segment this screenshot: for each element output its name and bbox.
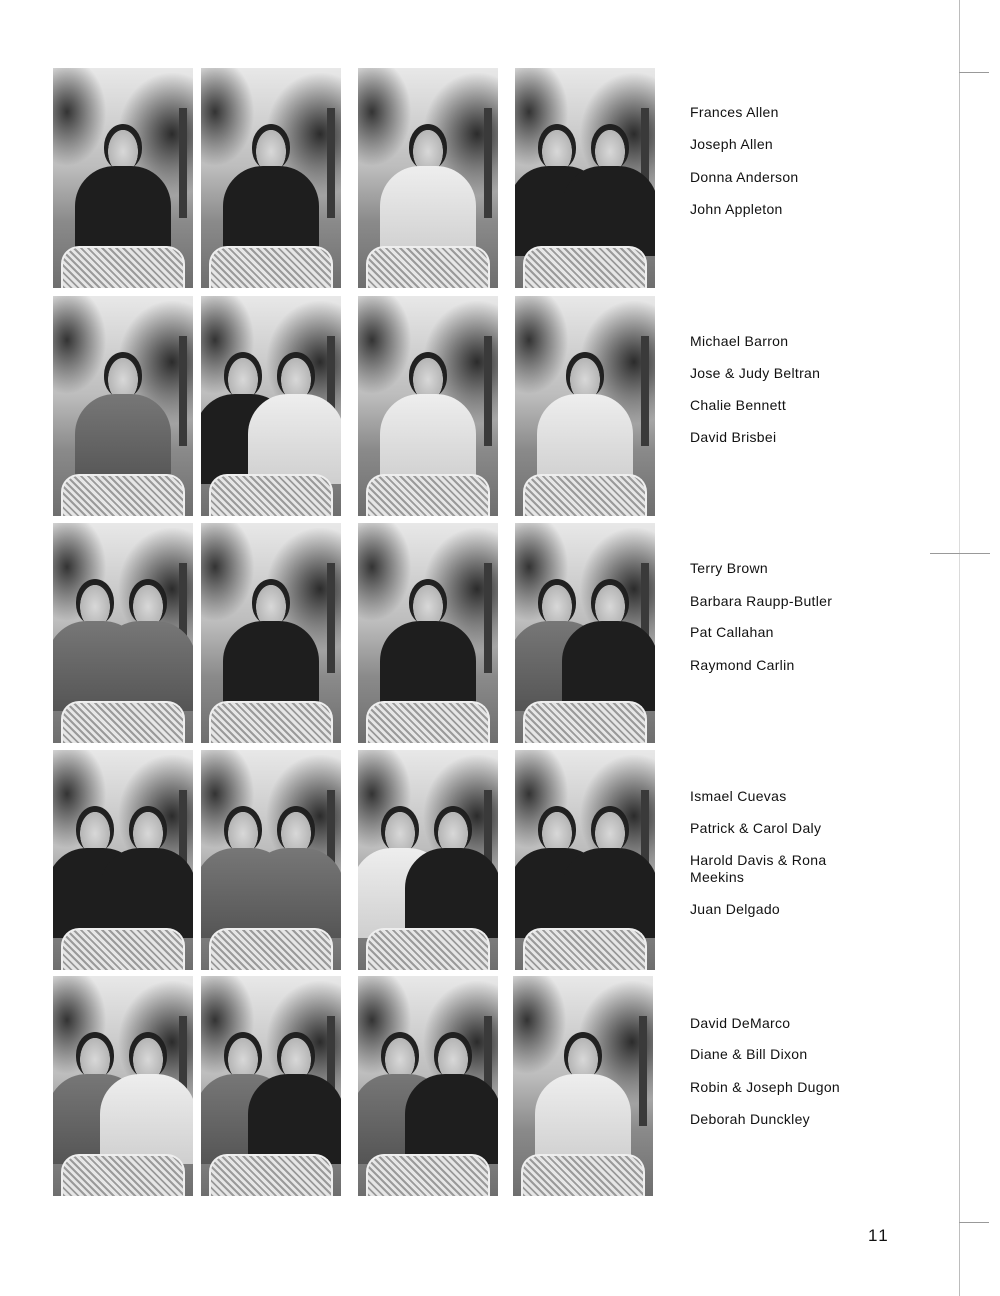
portrait-photo bbox=[358, 750, 498, 970]
person-name: Juan Delgado bbox=[690, 901, 780, 917]
portrait-photo bbox=[201, 296, 341, 516]
page-number: 11 bbox=[868, 1226, 890, 1245]
person-name: Michael Barron bbox=[690, 333, 789, 349]
person-name: Patrick & Carol Daly bbox=[690, 820, 822, 836]
page-edge-tick bbox=[930, 553, 990, 554]
portrait-photo bbox=[53, 750, 193, 970]
page-edge-line bbox=[959, 0, 960, 1296]
portrait-photo bbox=[513, 976, 653, 1196]
photo-row bbox=[53, 523, 658, 743]
portrait-photo bbox=[358, 296, 498, 516]
page-edge-tick bbox=[959, 1222, 989, 1223]
person-name: Terry Brown bbox=[690, 560, 768, 576]
person-name: Pat Callahan bbox=[690, 624, 774, 640]
portrait-photo bbox=[358, 523, 498, 743]
person-name: Robin & Joseph Dugon bbox=[690, 1079, 840, 1095]
portrait-photo bbox=[201, 976, 341, 1196]
person-name: Chalie Bennett bbox=[690, 397, 787, 413]
portrait-photo bbox=[358, 976, 498, 1196]
portrait-photo bbox=[201, 68, 341, 288]
photo-row bbox=[53, 68, 658, 288]
portrait-photo bbox=[515, 523, 655, 743]
person-name: David DeMarco bbox=[690, 1015, 791, 1031]
portrait-photo bbox=[515, 296, 655, 516]
portrait-photo bbox=[358, 68, 498, 288]
photo-row bbox=[53, 750, 658, 970]
person-name: Raymond Carlin bbox=[690, 657, 795, 673]
portrait-photo bbox=[53, 976, 193, 1196]
portrait-photo bbox=[53, 523, 193, 743]
person-name: Donna Anderson bbox=[690, 169, 799, 185]
portrait-photo bbox=[201, 523, 341, 743]
portrait-photo bbox=[515, 750, 655, 970]
person-name: John Appleton bbox=[690, 201, 783, 217]
photo-row bbox=[53, 296, 658, 516]
person-name: Joseph Allen bbox=[690, 136, 773, 152]
portrait-photo bbox=[515, 68, 655, 288]
person-name: Ismael Cuevas bbox=[690, 788, 787, 804]
person-name: Harold Davis & Rona Meekins bbox=[690, 852, 827, 885]
photo-row bbox=[53, 976, 658, 1196]
person-name: Deborah Dunckley bbox=[690, 1111, 810, 1127]
person-name: Barbara Raupp-Butler bbox=[690, 593, 833, 609]
portrait-photo bbox=[53, 296, 193, 516]
page-edge-tick bbox=[959, 72, 989, 73]
portrait-photo bbox=[53, 68, 193, 288]
person-name: Diane & Bill Dixon bbox=[690, 1046, 808, 1062]
portrait-photo bbox=[201, 750, 341, 970]
person-name: David Brisbei bbox=[690, 429, 777, 445]
person-name: Jose & Judy Beltran bbox=[690, 365, 821, 381]
person-name: Frances Allen bbox=[690, 104, 779, 120]
